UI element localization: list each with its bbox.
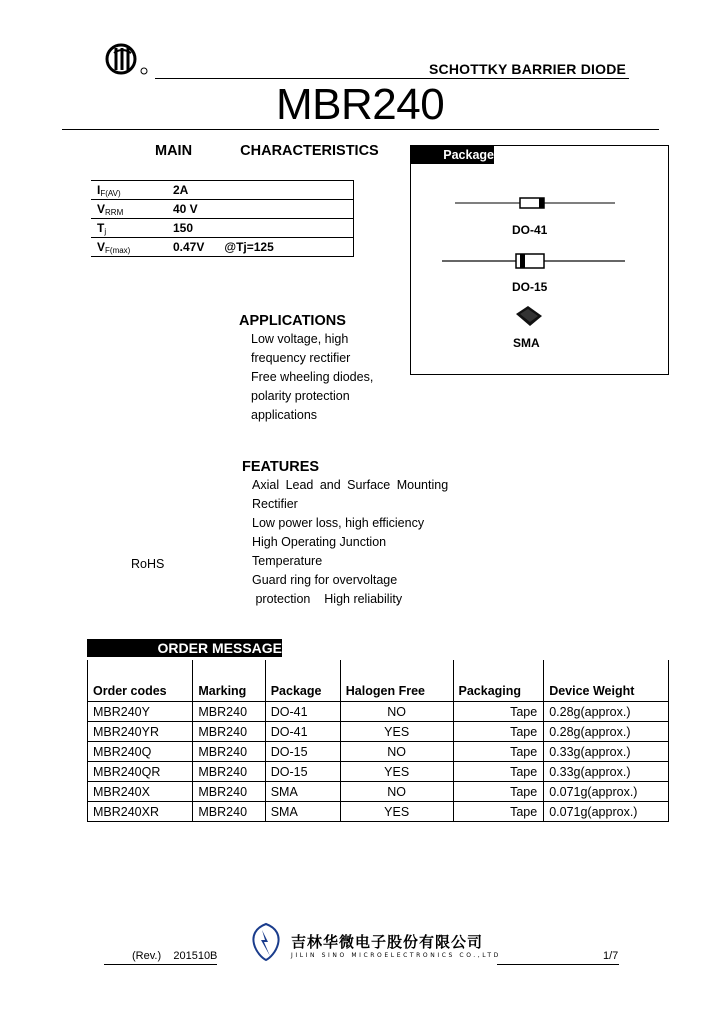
company-name-english: JILIN SINO MICROELECTRONICS CO.,LTD [291,952,501,959]
list-item: applications [251,408,318,422]
list-item: protection High reliability [252,592,403,606]
table-row: MBR240Q MBR240 DO-15 NO Tape 0.33g(approx.) [88,742,669,762]
list-item: High Operating Junction [252,535,387,549]
revision-label: (Rev.) 201510B [132,950,218,962]
table-row: MBR240Y MBR240 DO-41 NO Tape 0.28g(approx.) [88,702,669,722]
footer-rule-left [104,964,217,965]
applications-list [251,330,373,425]
package-title: Package [411,146,494,164]
column-header: Marking [193,660,265,702]
column-header: Packaging [453,660,544,702]
characteristics-table [91,180,354,257]
list-item: frequency rectifier [251,351,351,365]
spec-row: $T_j$ 150 [91,219,354,238]
list-item: Axial Lead and Surface Mounting [252,478,449,492]
main-characteristics-title: MAIN CHARACTERISTICS [155,143,379,159]
package-label-do41: DO-41 [512,223,548,237]
order-table [87,660,669,822]
table-row: MBR240XR MBR240 SMA YES Tape 0.071g(approx.) [88,802,669,822]
table-header-row [88,660,669,702]
list-item: polarity protection [251,389,350,403]
header-rule [155,78,629,79]
do41-diode-icon [455,196,615,210]
title-rule [62,129,659,130]
list-item: Guard ring for overvoltage [252,573,398,587]
spec-row: $V_{RRM}$ 40 V [91,200,354,219]
sma-package-icon [514,304,544,328]
list-item: Low power loss, high efficiency [252,516,425,530]
page-number: 1/7 [603,950,619,962]
company-logo [104,41,150,77]
list-item: Free wheeling diodes, [251,370,374,384]
order-message-title: ORDER MESSAGE [87,639,282,657]
spec-row: $I_{F(AV)}$ 2A [91,181,354,200]
rohs-label: RoHS [131,557,165,571]
footer-rule-right [497,964,619,965]
company-emblem-icon [250,922,282,962]
table-row: MBR240QR MBR240 DO-15 YES Tape 0.33g(approx.) [88,762,669,782]
column-header: Halogen Free [340,660,453,702]
company-name-chinese: 吉林华微电子股份有限公司 [291,933,484,951]
package-label-sma: SMA [513,336,540,350]
do15-diode-icon [442,253,625,269]
column-header: Order codes [88,660,193,702]
list-item: Rectifier [252,497,298,511]
applications-title: APPLICATIONS [239,313,346,329]
column-header: Device Weight [544,660,669,702]
features-list [252,476,448,609]
features-title: FEATURES [242,459,320,475]
part-number: MBR240 [276,80,445,129]
spec-row: $V_{F(max)}$ 0.47V @Tj=125 [91,238,354,257]
document-type: SCHOTTKY BARRIER DIODE [429,61,627,77]
table-row: MBR240YR MBR240 DO-41 YES Tape 0.28g(approx.) [88,722,669,742]
list-item: Low voltage, high [251,332,349,346]
list-item: Temperature [252,554,323,568]
table-row: MBR240X MBR240 SMA NO Tape 0.071g(approx.) [88,782,669,802]
column-header: Package [265,660,340,702]
package-label-do15: DO-15 [512,280,548,294]
